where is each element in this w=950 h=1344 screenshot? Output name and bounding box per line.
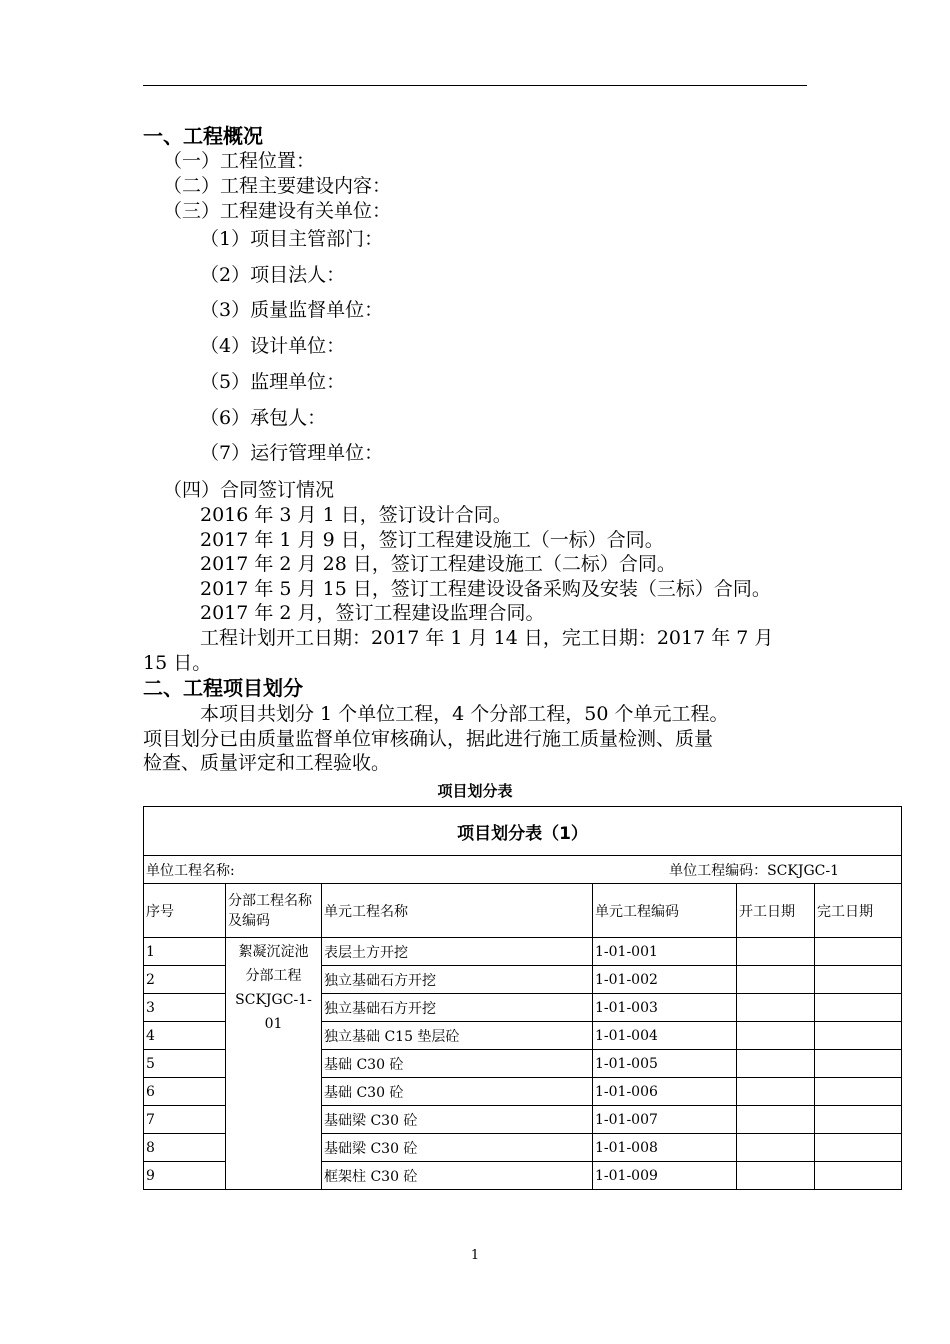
unit-name-label: 单位工程名称: <box>146 862 235 879</box>
page-number: 1 <box>470 1248 480 1263</box>
element-name-cell: 基础 C30 砼 <box>322 1078 593 1106</box>
seq-cell: 3 <box>144 994 226 1022</box>
start-date-cell <box>737 994 815 1022</box>
end-date-cell <box>815 994 902 1022</box>
item-units: （三）工程建设有关单位： <box>163 200 392 222</box>
header-rule <box>143 85 807 86</box>
element-code-cell: 1-01-001 <box>593 938 737 966</box>
unit-line: （7）运行管理单位： <box>200 442 384 464</box>
header-element-name: 单元工程名称 <box>322 884 593 938</box>
seq-cell: 9 <box>144 1162 226 1190</box>
seq-cell: 4 <box>144 1022 226 1050</box>
header-start-date: 开工日期 <box>737 884 815 938</box>
start-date-cell <box>737 938 815 966</box>
element-name-cell: 独立基础 C15 垫层砼 <box>322 1022 593 1050</box>
start-date-cell <box>737 966 815 994</box>
element-code-cell: 1-01-002 <box>593 966 737 994</box>
start-date-cell <box>737 1106 815 1134</box>
end-date-cell <box>815 1078 902 1106</box>
contract-line: 2016 年 3 月 1 日，签订设计合同。 <box>200 504 512 526</box>
seq-cell: 1 <box>144 938 226 966</box>
end-date-cell <box>815 1022 902 1050</box>
division-type: 分部工程 <box>245 968 302 984</box>
division-group-cell <box>226 938 322 1190</box>
header-element-code: 单元工程编码 <box>593 884 737 938</box>
contract-line: 2017 年 5 月 15 日，签订工程建设设备采购及安装（三标）合同。 <box>200 578 771 600</box>
seq-cell: 8 <box>144 1134 226 1162</box>
item-contracts: （四）合同签订情况 <box>163 479 335 501</box>
section1-heading: 一、工程概况 <box>143 124 263 148</box>
element-code-cell: 1-01-005 <box>593 1050 737 1078</box>
paragraph-line: 检查、质量评定和工程验收。 <box>143 752 391 774</box>
paragraph-line: 项目划分已由质量监督单位审核确认，据此进行施工质量检测、质量 <box>143 728 714 750</box>
unit-line: （2）项目法人： <box>200 264 346 286</box>
header-end-date: 完工日期 <box>815 884 902 938</box>
division-table <box>143 806 902 1190</box>
start-date-cell <box>737 1078 815 1106</box>
end-date-cell <box>815 938 902 966</box>
element-code-cell: 1-01-006 <box>593 1078 737 1106</box>
schedule-line: 工程计划开工日期：2017 年 1 月 14 日，完工日期：2017 年 7 月 <box>200 627 774 649</box>
section2-heading: 二、工程项目划分 <box>143 676 303 700</box>
element-name-cell: 基础 C30 砼 <box>322 1050 593 1078</box>
header-seq: 序号 <box>144 884 226 938</box>
element-code-cell: 1-01-009 <box>593 1162 737 1190</box>
element-name-cell: 独立基础石方开挖 <box>322 966 593 994</box>
division-name: 絮凝沉淀池 <box>238 944 309 960</box>
unit-info-row <box>144 856 902 884</box>
element-name-cell: 框架柱 C30 砼 <box>322 1162 593 1190</box>
element-code-cell: 1-01-008 <box>593 1134 737 1162</box>
unit-line: （3）质量监督单位： <box>200 299 384 321</box>
seq-cell: 2 <box>144 966 226 994</box>
seq-cell: 6 <box>144 1078 226 1106</box>
unit-line: （6）承包人： <box>200 407 327 429</box>
table-header-row <box>144 884 902 938</box>
table-title: 项目划分表（1） <box>144 807 902 856</box>
end-date-cell <box>815 1050 902 1078</box>
element-name-cell: 基础梁 C30 砼 <box>322 1106 593 1134</box>
division-code: SCKJGC-1-01 <box>235 992 312 1032</box>
element-name-cell: 基础梁 C30 砼 <box>322 1134 593 1162</box>
start-date-cell <box>737 1050 815 1078</box>
unit-line: （5）监理单位： <box>200 371 346 393</box>
element-name-cell: 独立基础石方开挖 <box>322 994 593 1022</box>
table-caption: 项目划分表 <box>437 782 513 800</box>
table-row <box>144 938 902 966</box>
header-division: 分部工程名称及编码 <box>226 884 322 938</box>
unit-line: （4）设计单位： <box>200 335 346 357</box>
unit-line: （1）项目主管部门： <box>200 228 384 250</box>
start-date-cell <box>737 1022 815 1050</box>
unit-code-label: 单位工程编码：SCKJGC-1 <box>669 862 839 879</box>
element-name-cell: 表层土方开挖 <box>322 938 593 966</box>
start-date-cell <box>737 1162 815 1190</box>
schedule-line: 15 日。 <box>143 652 212 674</box>
seq-cell: 5 <box>144 1050 226 1078</box>
contract-line: 2017 年 1 月 9 日，签订工程建设施工（一标）合同。 <box>200 529 664 551</box>
element-code-cell: 1-01-003 <box>593 994 737 1022</box>
paragraph-line: 本项目共划分 1 个单位工程，4 个分部工程，50 个单元工程。 <box>200 703 729 725</box>
element-code-cell: 1-01-007 <box>593 1106 737 1134</box>
item-content: （二）工程主要建设内容： <box>163 175 392 197</box>
contract-line: 2017 年 2 月 28 日，签订工程建设施工（二标）合同。 <box>200 553 676 575</box>
end-date-cell <box>815 1106 902 1134</box>
start-date-cell <box>737 1134 815 1162</box>
end-date-cell <box>815 1134 902 1162</box>
seq-cell: 7 <box>144 1106 226 1134</box>
end-date-cell <box>815 966 902 994</box>
item-location: （一）工程位置： <box>163 150 316 172</box>
element-code-cell: 1-01-004 <box>593 1022 737 1050</box>
end-date-cell <box>815 1162 902 1190</box>
contract-line: 2017 年 2 月，签订工程建设监理合同。 <box>200 602 545 624</box>
